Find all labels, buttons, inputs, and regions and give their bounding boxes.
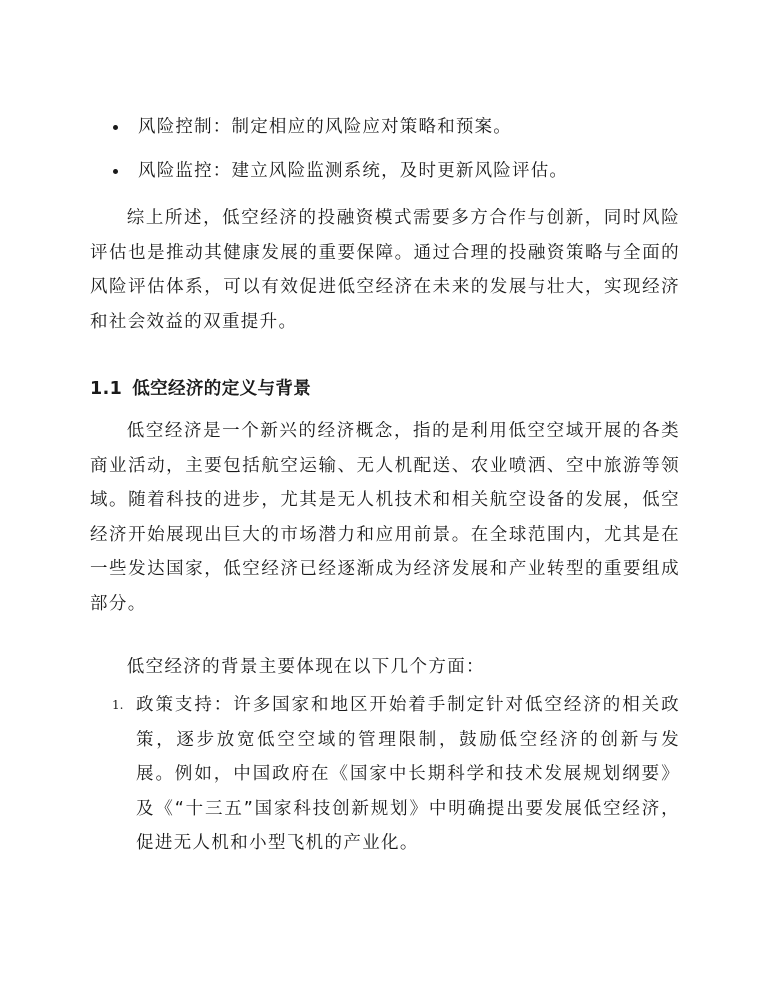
intro-paragraph: 低空经济是一个新兴的经济概念，指的是利用低空空域开展的各类商业活动，主要包括航空运输、无人机配送、农业喷洒、空中旅游等领域。随着科技的进步，尤其是无人机技术和相关航空设备的发展，低空经济开始展现出巨大的市场潜力和应用前景。在全球范围内，尤其是在一些发达国家，低空经济已经逐渐成为经济发展和产业转型的重要组成部分。 — [90, 421, 680, 614]
risk-bullet-list — [90, 110, 690, 198]
bullet-text: 风险监控：建立风险监测系统，及时更新风险评估。 — [138, 161, 569, 181]
bullet-text: 风险控制：制定相应的风险应对策略和预案。 — [138, 117, 512, 137]
bullet-dot-icon — [113, 125, 118, 130]
lead-paragraph: 低空经济的背景主要体现在以下几个方面： — [126, 657, 485, 677]
summary-paragraph: 综上所述，低空经济的投融资模式需要多方合作与创新，同时风险评估也是推动其健康发展的重要保障。通过合理的投融资策略与全面的风险评估体系，可以有效促进低空经济在未来的发展与壮大，实现经济和社会效益的双重提升。 — [90, 208, 680, 332]
section-heading — [90, 374, 311, 404]
bullet-item-risk-control — [90, 110, 690, 154]
bullet-dot-icon — [113, 169, 118, 174]
section-title: 低空经济的定义与背景 — [132, 379, 312, 399]
ordered-marker: 1. — [112, 698, 124, 712]
background-ordered-list — [90, 688, 680, 861]
ordered-item-text: 政策支持：许多国家和地区开始着手制定针对低空经济的相关政策，逐步放宽低空空域的管理限制，鼓励低空经济的创新与发展。例如，中国政府在《国家中长期科学和技术发展规划纲要》及《“十三五”国家科技创新规划》中明确提出要发展低空经济，促进无人机和小型飞机的产业化。 — [136, 695, 680, 853]
ordered-item-policy-support — [90, 688, 680, 861]
section-number: 1.1 — [90, 379, 123, 399]
bullet-item-risk-monitoring — [90, 154, 690, 198]
